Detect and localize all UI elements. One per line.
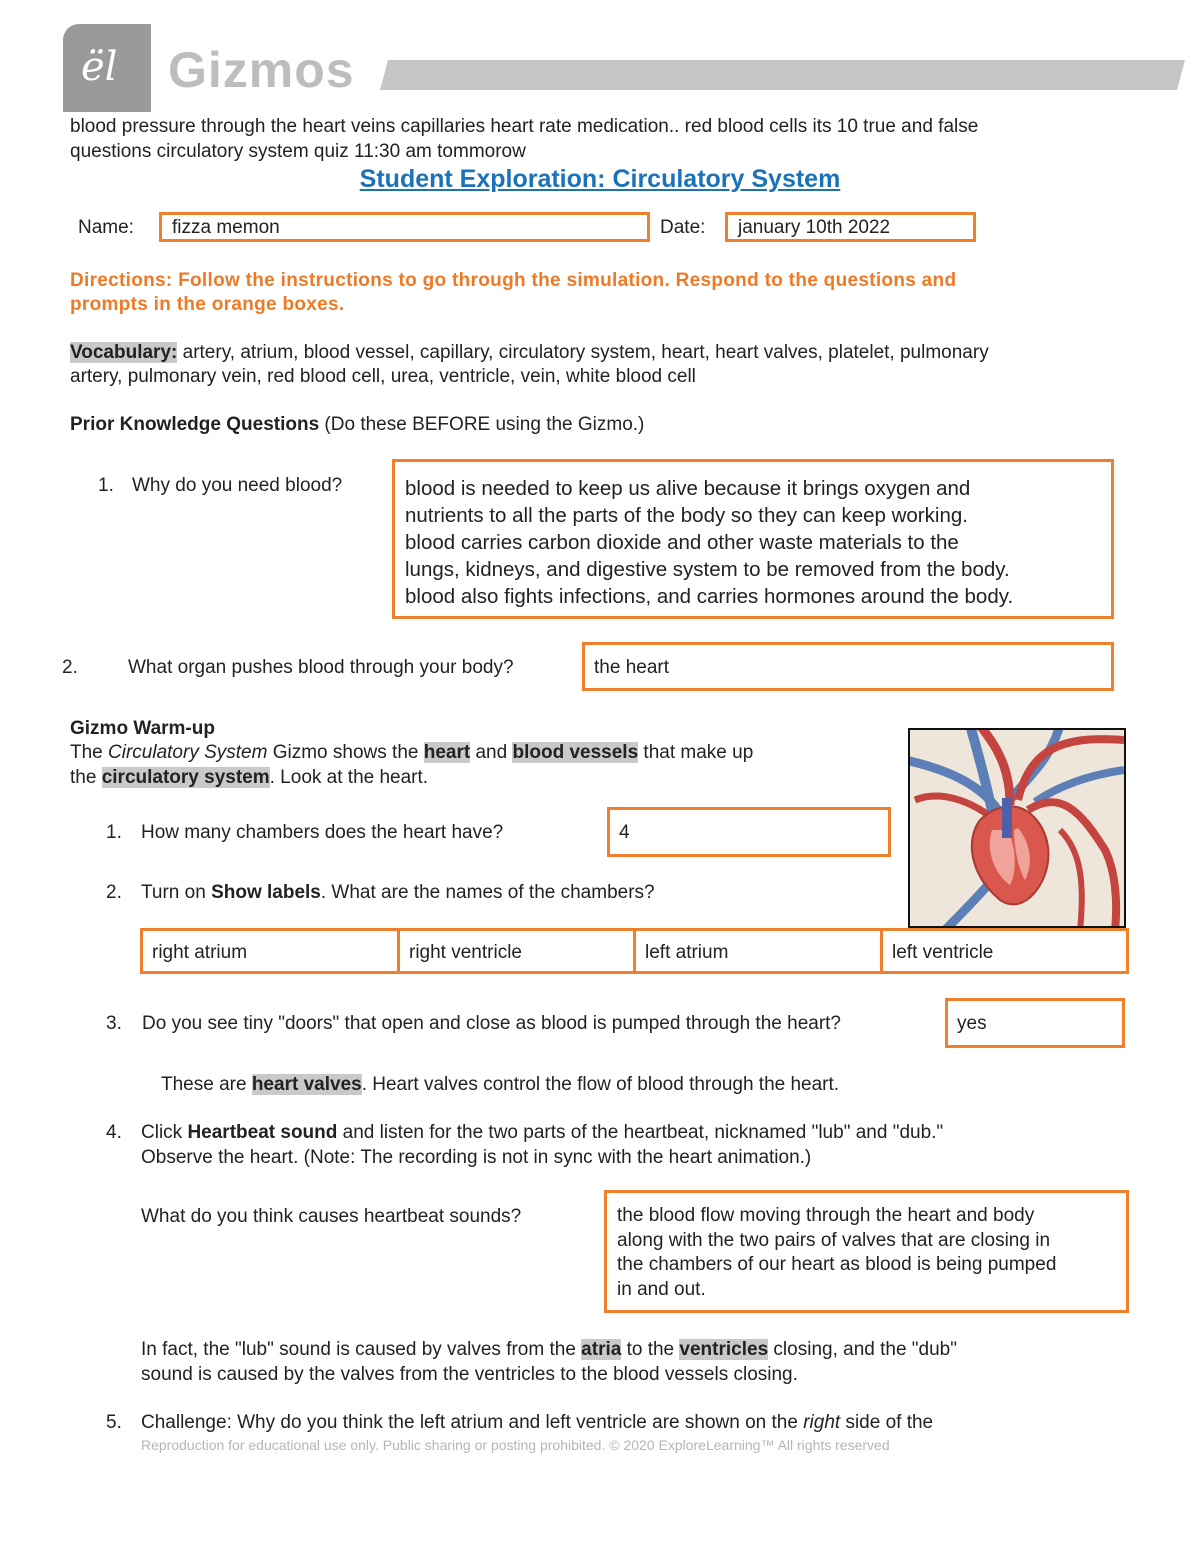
term-heart: heart bbox=[423, 742, 471, 763]
answer-line: blood carries carbon dioxide and other waste materials to the bbox=[405, 531, 959, 554]
q5-text: side of the bbox=[840, 1412, 934, 1433]
fact-text: closing, and the "dub" bbox=[768, 1339, 957, 1360]
answer-line: along with the two pairs of valves that are closing in bbox=[617, 1229, 1051, 1251]
vocabulary-label: Vocabulary: bbox=[70, 342, 178, 363]
valves-text: These are bbox=[161, 1074, 252, 1095]
answer-line: blood also fights infections, and carries hormones around the body. bbox=[405, 585, 1014, 608]
heart-illustration bbox=[908, 728, 1126, 928]
header-bar bbox=[380, 60, 1185, 90]
prior-q1-text: Why do you need blood? bbox=[132, 475, 343, 496]
term-atria: atria bbox=[581, 1339, 622, 1360]
chamber-answer-box[interactable] bbox=[397, 928, 636, 974]
answer-line: the blood flow moving through the heart and body bbox=[617, 1205, 1035, 1226]
answer-line: nutrients to all the parts of the body so they can keep working. bbox=[405, 504, 968, 527]
prior-q2-text: What organ pushes blood through your body? bbox=[128, 657, 514, 678]
fact-line-2: sound is caused by the valves from the ventricles to the blood vessels closing. bbox=[141, 1364, 798, 1385]
warmup-answer-3-box[interactable] bbox=[945, 998, 1125, 1048]
q2-text: . What are the names of the chambers? bbox=[320, 882, 655, 903]
term-circulatory-system: circulatory system bbox=[101, 767, 270, 788]
warmup-q4-line-2: Observe the heart. (Note: The recording is not in sync with the heart animation.) bbox=[141, 1147, 812, 1168]
chamber-answer: right atrium bbox=[152, 942, 248, 963]
prior-knowledge-heading bbox=[70, 412, 644, 437]
warmup-q4-number: 4. bbox=[106, 1122, 122, 1143]
term-heart-valves: heart valves bbox=[251, 1074, 362, 1095]
name-field[interactable] bbox=[159, 212, 650, 242]
valves-text: . Heart valves control the flow of blood through the heart. bbox=[361, 1074, 840, 1095]
fact-line-1 bbox=[141, 1337, 957, 1362]
chamber-answer: left atrium bbox=[645, 942, 729, 963]
prior-answer-2: the heart bbox=[594, 657, 669, 678]
prior-heading-bold: Prior Knowledge Questions bbox=[70, 414, 320, 435]
heart-drawing bbox=[910, 730, 1124, 926]
q4-text: Click bbox=[141, 1122, 188, 1143]
answer-line: the chambers of our heart as blood is being pumped bbox=[617, 1254, 1057, 1275]
chamber-answer-box[interactable] bbox=[140, 928, 400, 974]
q5-text: Challenge: Why do you think the left atrium and left ventricle are shown on the bbox=[141, 1412, 804, 1433]
intro-text: Gizmo shows the bbox=[267, 742, 424, 763]
warmup-q3-text: Do you see tiny "doors" that open and close as blood is pumped through the heart? bbox=[142, 1013, 842, 1034]
prior-answer-2-box[interactable] bbox=[582, 642, 1114, 691]
fact-text: In fact, the "lub" sound is caused by valves from the bbox=[141, 1339, 582, 1360]
chamber-answer-box[interactable] bbox=[880, 928, 1129, 974]
warmup-q1-text: How many chambers does the heart have? bbox=[141, 822, 504, 843]
brand-mark: ël bbox=[81, 44, 118, 90]
q4-text: and listen for the two parts of the heartbeat, nicknamed "lub" and "dub." bbox=[337, 1122, 944, 1143]
chamber-answer: left ventricle bbox=[892, 942, 994, 963]
prior-q2-number: 2. bbox=[62, 657, 78, 678]
date-label: Date: bbox=[660, 217, 706, 238]
heart-valves-sentence bbox=[161, 1072, 839, 1097]
intro-text: The bbox=[70, 742, 109, 763]
chamber-answer: right ventricle bbox=[409, 942, 522, 963]
note-line-1: blood pressure through the heart veins capillaries heart rate medication.. red blood cells its 10 true and false bbox=[70, 116, 979, 137]
vocabulary-terms-1: artery, atrium, blood vessel, capillary, circulatory system, heart, heart valves, platelet, pulmonary bbox=[177, 342, 989, 363]
vocabulary-line-1 bbox=[70, 340, 989, 365]
vocabulary-line-2: artery, pulmonary vein, red blood cell, urea, ventricle, vein, white blood cell bbox=[70, 366, 696, 387]
warmup-intro-line-2 bbox=[70, 765, 428, 790]
warmup-q2-text bbox=[141, 880, 655, 905]
warmup-intro-line-1 bbox=[70, 740, 753, 765]
prior-heading-note: (Do these BEFORE using the Gizmo.) bbox=[319, 414, 645, 435]
answer-line: lungs, kidneys, and digestive system to be removed from the body. bbox=[405, 558, 1010, 581]
intro-text: and bbox=[470, 742, 513, 763]
page-title: Student Exploration: Circulatory System bbox=[359, 165, 841, 193]
warmup-q4-line-1 bbox=[141, 1120, 943, 1145]
show-labels-term: Show labels bbox=[211, 882, 321, 903]
warmup-q2-number: 2. bbox=[106, 882, 122, 903]
warmup-q3-number: 3. bbox=[106, 1013, 122, 1034]
directions-line-1: Directions: Follow the instructions to go through the simulation. Respond to the questions and bbox=[70, 270, 957, 291]
intro-text: the bbox=[70, 767, 102, 788]
fact-text: to the bbox=[621, 1339, 680, 1360]
name-label: Name: bbox=[78, 217, 134, 238]
date-value: january 10th 2022 bbox=[738, 217, 891, 238]
name-value: fizza memon bbox=[172, 217, 280, 238]
q5-italic: right bbox=[803, 1412, 841, 1433]
intro-text: . Look at the heart. bbox=[269, 767, 429, 788]
warmup-answer-4-box[interactable] bbox=[604, 1190, 1129, 1313]
warmup-q5-number: 5. bbox=[106, 1412, 122, 1433]
warmup-answer-3: yes bbox=[957, 1013, 987, 1034]
gizmos-logo-tile bbox=[63, 24, 151, 112]
footer-copyright: Reproduction for educational use only. Public sharing or posting prohibited. © 2020 ExploreLearning™ All rights reserved bbox=[141, 1437, 890, 1453]
answer-line: in and out. bbox=[617, 1278, 706, 1300]
q2-text: Turn on bbox=[141, 882, 212, 903]
warmup-q4-ask: What do you think causes heartbeat sounds? bbox=[141, 1206, 522, 1227]
warmup-answer-1-box[interactable] bbox=[607, 807, 891, 857]
term-blood-vessels: blood vessels bbox=[512, 742, 639, 763]
brand-name: Gizmos bbox=[168, 42, 355, 98]
term-ventricles: ventricles bbox=[679, 1339, 769, 1360]
warmup-q1-number: 1. bbox=[106, 822, 122, 843]
chamber-answer-box[interactable] bbox=[633, 928, 883, 974]
note-line-2: questions circulatory system quiz 11:30 am tommorow bbox=[70, 141, 526, 162]
directions-line-2: prompts in the orange boxes. bbox=[70, 294, 345, 315]
heartbeat-sound-term: Heartbeat sound bbox=[187, 1122, 338, 1143]
answer-line: blood is needed to keep us alive because it brings oxygen and bbox=[405, 477, 971, 500]
prior-q1-number: 1. bbox=[98, 475, 114, 496]
warmup-heading: Gizmo Warm-up bbox=[70, 718, 215, 739]
date-field[interactable] bbox=[725, 212, 976, 242]
warmup-answer-1: 4 bbox=[619, 822, 630, 843]
warmup-q5-text bbox=[141, 1410, 933, 1435]
intro-text: that make up bbox=[638, 742, 754, 763]
intro-gizmo-name: Circulatory System bbox=[108, 742, 268, 763]
prior-answer-1-box[interactable] bbox=[392, 459, 1114, 619]
